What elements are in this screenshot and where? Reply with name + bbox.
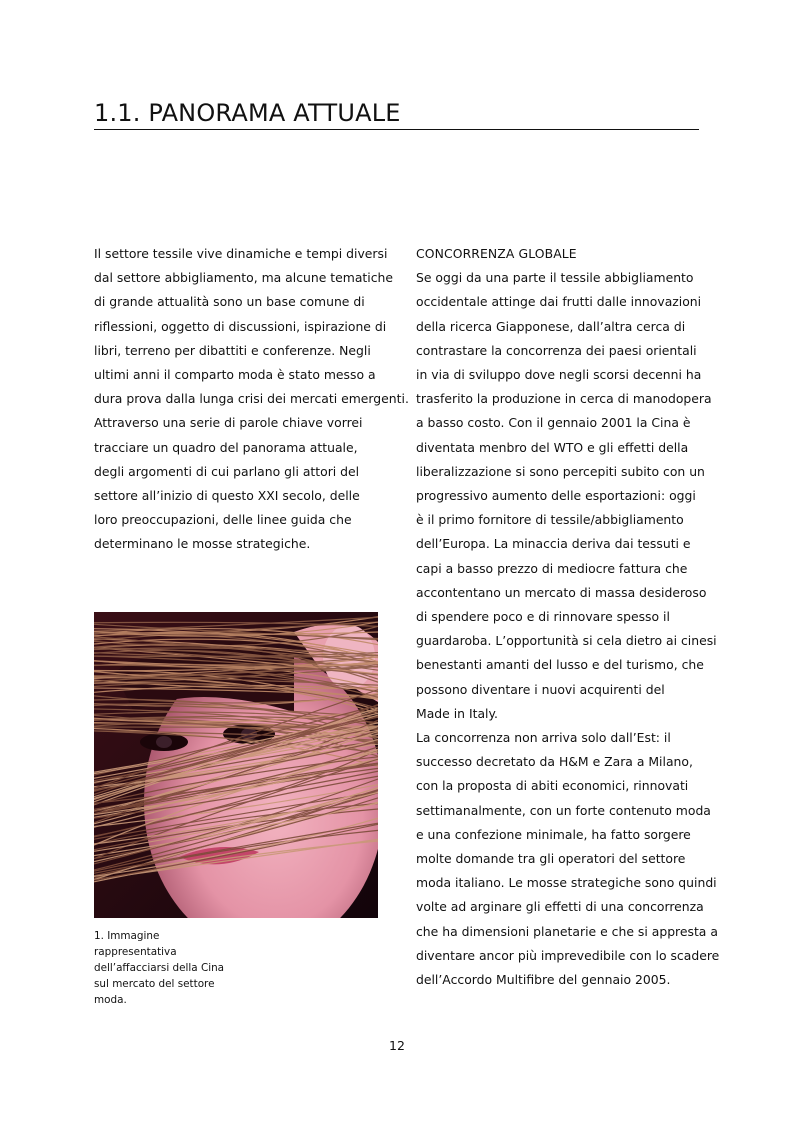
text-line: libri, terreno per dibattiti e conferenze. Negli xyxy=(94,342,371,358)
text-line: dell’Europa. La minaccia deriva dai tessuti e xyxy=(416,536,691,552)
text-line: della ricerca Giapponese, dall’altra cerca di xyxy=(416,318,686,334)
text-line: guardaroba. L’opportunità si cela dietro ai cinesi xyxy=(416,633,717,649)
text-line: moda italiano. Le mosse strategiche sono quindi xyxy=(416,875,717,891)
text-line: successo decretato da H&M e Zara a Milano, xyxy=(416,754,693,770)
caption-line: moda. xyxy=(94,994,127,1006)
text-line: settore all’inizio di questo XXI secolo, delle xyxy=(94,488,360,504)
text-line: possono diventare i nuovi acquirenti del xyxy=(416,681,665,697)
text-line: a basso costo. Con il gennaio 2001 la Cina è xyxy=(416,415,691,431)
text-line: determinano le mosse strategiche. xyxy=(94,536,311,552)
text-line: con la proposta di abiti economici, rinnovati xyxy=(416,778,689,794)
text-line: in via di sviluppo dove negli scorsi decenni ha xyxy=(416,367,702,383)
text-line: accontentano un mercato di massa desideroso xyxy=(416,584,707,600)
text-line: Se oggi da una parte il tessile abbigliamento xyxy=(416,270,694,286)
text-line: Made in Italy. xyxy=(416,705,498,721)
text-line: molte domande tra gli operatori del settore xyxy=(416,851,686,867)
text-line: tracciare un quadro del panorama attuale, xyxy=(94,439,358,455)
text-line: di grande attualità sono un base comune di xyxy=(94,294,365,310)
caption-line: sul mercato del settore xyxy=(94,978,215,990)
text-line: settimanalmente, con un forte contenuto moda xyxy=(416,802,711,818)
text-line: dell’Accordo Multifibre del gennaio 2005. xyxy=(416,972,671,988)
text-line: benestanti amanti del lusso e del turismo, che xyxy=(416,657,704,673)
text-line: e una confezione minimale, ha fatto sorgere xyxy=(416,826,691,842)
text-line: è il primo fornitore di tessile/abbigliamento xyxy=(416,512,684,528)
text-line: contrastare la concorrenza dei paesi orientali xyxy=(416,342,697,358)
text-line: che ha dimensioni planetarie e che si appresta a xyxy=(416,923,718,939)
text-line: diventata menbro del WTO e gli effetti della xyxy=(416,439,689,455)
text-line: volte ad arginare gli effetti di una concorrenza xyxy=(416,899,704,915)
section-title: 1.1. PANORAMA ATTUALE xyxy=(94,98,699,130)
intro-paragraph xyxy=(94,242,409,557)
text-line: liberalizzazione si sono percepiti subito con un xyxy=(416,463,705,479)
subsection-heading: CONCORRENZA GLOBALE xyxy=(416,246,577,261)
figure-photo-woman-with-straw xyxy=(94,612,378,918)
caption-line: 1. Immagine xyxy=(94,930,160,942)
text-line: La concorrenza non arriva solo dall’Est: il xyxy=(416,730,671,746)
text-line: dal settore abbigliamento, ma alcune tematiche xyxy=(94,270,394,286)
text-line: Il settore tessile vive dinamiche e tempi diversi xyxy=(94,246,388,261)
caption-line: rappresentativa xyxy=(94,946,177,958)
text-line: ultimi anni il comparto moda è stato messo a xyxy=(94,367,376,383)
page-number: 12 xyxy=(389,1038,405,1053)
text-line: trasferito la produzione in cerca di manodopera xyxy=(416,391,712,407)
text-line: progressivo aumento delle esportazioni: oggi xyxy=(416,488,696,504)
text-line: riflessioni, oggetto di discussioni, ispirazione di xyxy=(94,318,387,334)
text-line: occidentale attinge dai frutti dalle innovazioni xyxy=(416,294,702,310)
figure-caption xyxy=(94,928,234,1008)
text-line: capi a basso prezzo di mediocre fattura che xyxy=(416,560,688,576)
text-line: degli argomenti di cui parlano gli attori del xyxy=(94,463,360,479)
global-competition-section xyxy=(416,242,720,992)
caption-line: dell’affacciarsi della Cina xyxy=(94,962,225,974)
text-line: Attraverso una serie di parole chiave vorrei xyxy=(94,415,363,431)
text-line: loro preoccupazioni, delle linee guida che xyxy=(94,512,352,528)
text-line: diventare ancor più imprevedibile con lo scadere xyxy=(416,947,720,963)
text-line: di spendere poco e di rinnovare spesso il xyxy=(416,609,670,625)
text-line: dura prova dalla lunga crisi dei mercati emergenti. xyxy=(94,391,409,407)
